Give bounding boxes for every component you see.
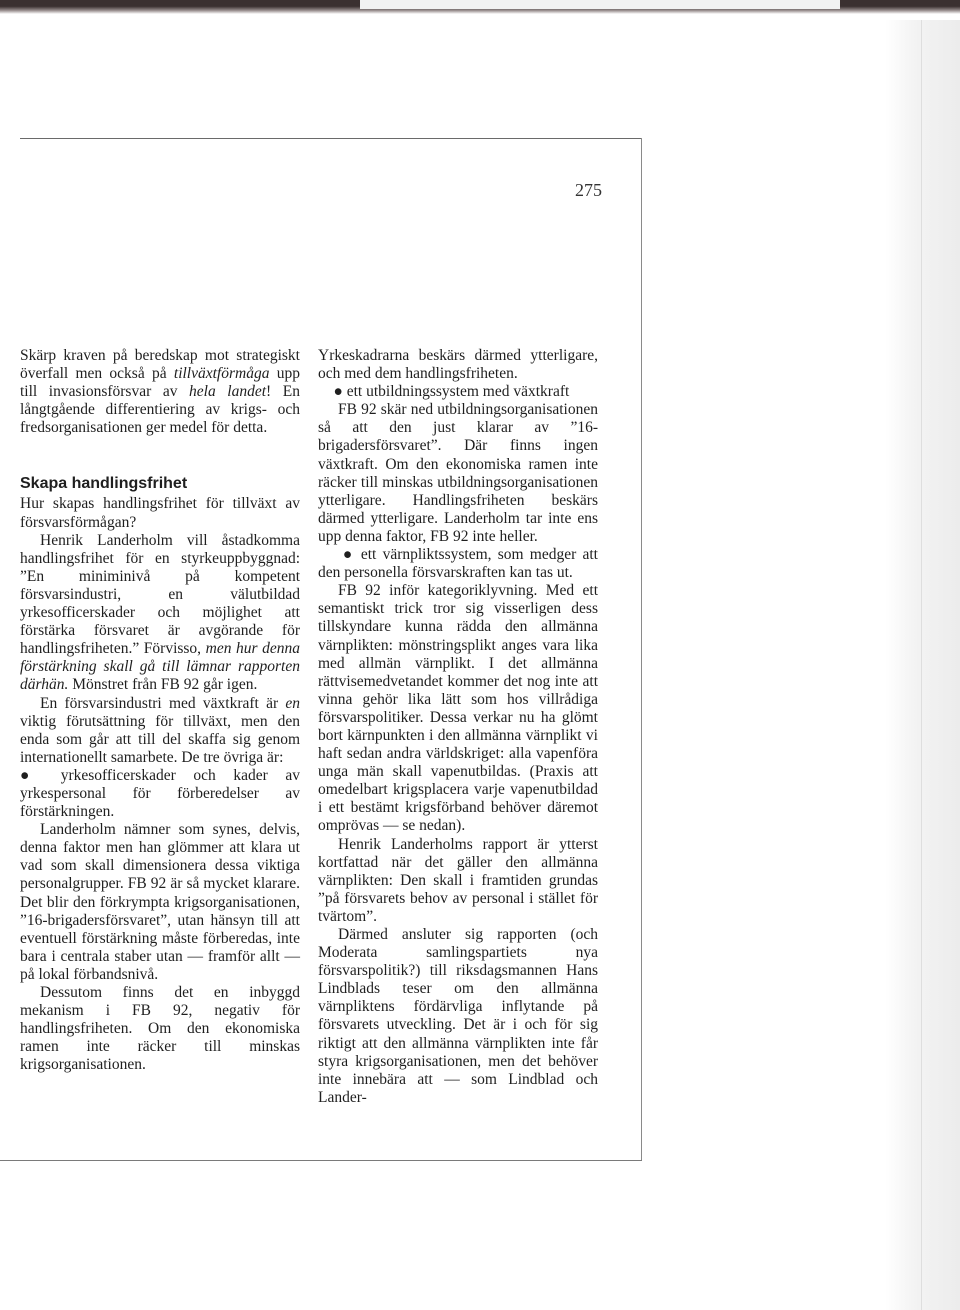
paragraph-forgets: Landerholm nämner som synes, delvis, denna faktor men han glömmer att klara ut vad som skall dimensionera dessa viktiga personalgrupper. FB 92 är så mycket klarare. Det blir den förkrympta krigsorganisationen, ”16-brigadersförsvaret”, utan hänsyn till att eventuell förstärkning måste förberedas, inte bara i centrala staber utan — framför allt — på lokal förbandsnivå. [20, 821, 300, 983]
text-run: Mönstret från FB 92 går igen. [68, 676, 258, 694]
bullet-text: ett utbildningssystem med växtkraft [346, 383, 570, 401]
bullet-text: yrkesofficerskader och kader av yrkespersonal för förberedelser av förstärkningen. [20, 766, 300, 821]
text-run: upp till invasionsförsvar av [20, 365, 300, 401]
paragraph-mechanism: Dessutom finns det en inbyggd mekanism i FB 92, negativ för handlingsfriheten. Om den ekonomiska ramen inte räcker till minskas krigsorganisationen. [20, 984, 300, 1074]
italic-text: men hur denna förstärkning skall gå till lämnar rapporten därhän. [20, 640, 300, 694]
paragraph-category: FB 92 inför kategoriklyvning. Med ett semantiskt trick tror sig visserligen dess tillskyndare kunna rädda den allmänna värnplikten: mönstringsplikt anges vara lika med allmän värnplikt. I det allmänna rättvisemedvetandet kommer det nog inte att vinna gehör lika lätt som hos villrådiga försvarspolitiker. Dessa verkar nu ha glömt bort kärnpunkten i den allmänna värnplikt vi haft sedan andra världskriget: alla vapenföra unga män skall vapenutbildas. (Praxis att omedelbart krigsplacera varje vapenutbildad i ett bestämt krigsförband behöver däremot omprövas — se nedan). [318, 582, 598, 835]
bullet-icon: ● [333, 383, 343, 401]
page-number: 275 [575, 180, 602, 200]
paragraph-cut: Yrkeskadrarna beskärs därmed ytterligare, och med dem handlingsfriheten. [318, 347, 598, 383]
text-run: viktig förutsättning för tillväxt, men den enda som går att till del skaffa sig genom internationellt samarbete. De tre övriga är: [20, 712, 300, 766]
paragraph-industry [20, 695, 300, 767]
italic-text: hela landet [189, 383, 267, 401]
left-column [20, 347, 300, 1074]
paragraph-joins: Därmed ansluter sig rapporten (och Moderata samlingspartiets nya försvarspolitik?) till riksdagsmannen Hans Lindblads teser om den allmänna värnpliktens fördärvliga inflytande på försvarets utveckling. Det är i och för sig riktigt att den allmänna värnplikten inte får styra krigsorganisationen, men det behöver inte innebära att — som Lindblad och Lander- [318, 926, 598, 1106]
paragraph-landerholm [20, 532, 300, 695]
paper-right-edge [641, 138, 642, 1160]
paper-bottom-edge [0, 1160, 642, 1161]
scan-top-gap [360, 0, 840, 9]
text-run: Skärp kraven på beredskap mot strategiskt överfall men också på [20, 347, 300, 383]
text-run: ! En långtgående differentiering av krigs- och fredsorganisationen ger medel för detta. [20, 383, 300, 437]
text-run: En försvarsindustri med växtkraft är [40, 694, 286, 712]
bullet-officers [20, 767, 300, 821]
right-column [318, 347, 598, 1107]
paper-top-edge [20, 138, 642, 139]
bullet-text: ett värnpliktssystem, som medger att den personella försvarskraften kan tas ut. [318, 546, 598, 582]
italic-text: tillväxtförmåga [173, 365, 270, 383]
scan-right-shade [885, 20, 960, 1310]
section-heading: Skapa handlingsfrihet [20, 475, 188, 493]
bullet-education [318, 383, 598, 401]
paragraph-education: FB 92 skär ned utbildningsorganisationen så att den just klarar av ”16-brigadersförsvaret”. Där finns ingen växtkraft. Om den ekonomiska ramen inte räcker till minskas utbildningsorganisationen ytterligare. Handlingsfriheten beskärs därmed ytterligare. Landerholm tar inte ens upp denna faktor, FB 92 inte heller. [318, 401, 598, 545]
bullet-conscription [318, 546, 598, 582]
bullet-icon: ● [342, 546, 355, 564]
intro-paragraph [20, 347, 300, 437]
paragraph-report: Henrik Landerholms rapport är ytterst kortfattad när det gäller den allmänna värnplikten: Den skall i framtiden grundas ”på försvarets behov av personal i stället för tvärtom”. [318, 835, 598, 925]
italic-text: en [285, 694, 300, 712]
text-run: Henrik Landerholm vill åstadkomma handlingsfrihet för en styrkeuppbyggnad: ”En miniminivå på kompetent försvarsindustri, en välutbildad yrkesofficerskader och möjlighet att förstärka försvaret är avgörande för handlingsfriheten.” Förvisso, [20, 531, 300, 658]
heading-subtitle: Hur skapas handlingsfrihet för tillväxt av försvarsförmågan? [20, 495, 300, 531]
bullet-icon: ● [20, 766, 44, 784]
scan-right-line [921, 20, 922, 1310]
